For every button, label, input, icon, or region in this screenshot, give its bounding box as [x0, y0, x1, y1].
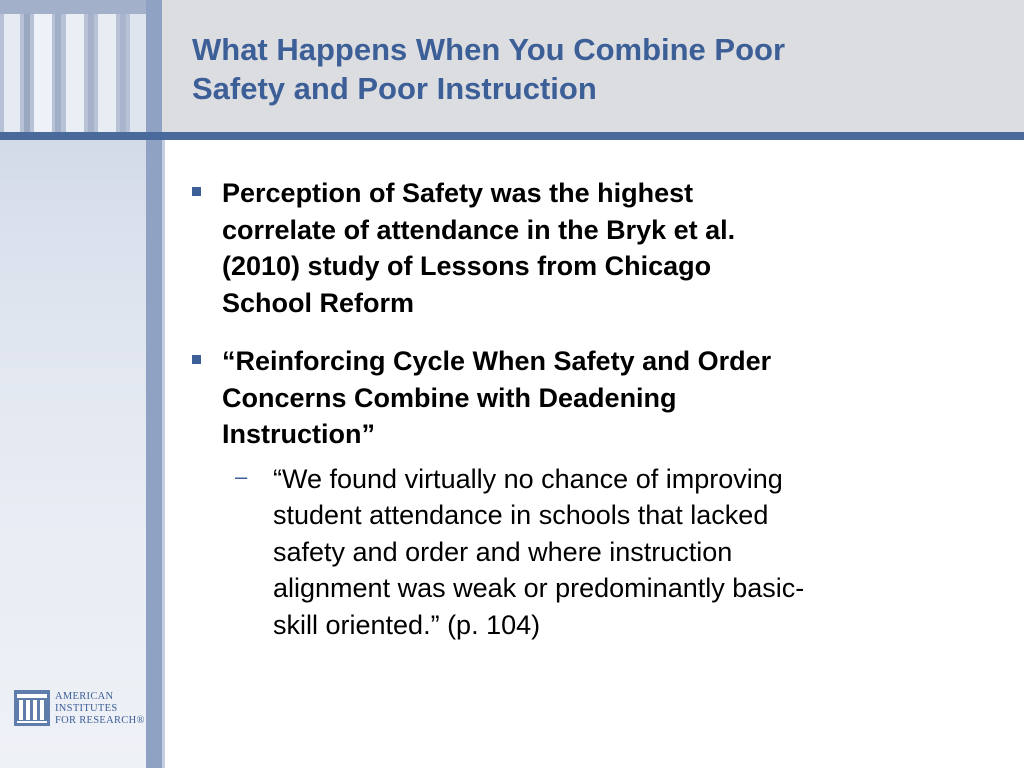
- bullet-text-line: (2010) study of Lessons from Chicago: [222, 251, 712, 281]
- left-decorative-panel: [0, 0, 146, 768]
- building-columns-icon: [14, 690, 50, 726]
- bullet-text-line: correlate of attendance in the Bryk et al.: [222, 214, 736, 245]
- sub-bullet-text-line: “We found virtually no chance of improving: [273, 463, 783, 494]
- sub-bullet-text-line: skill oriented.” (p. 104): [273, 609, 541, 640]
- columns-image: [0, 0, 146, 132]
- slide-title-line: What Happens When You Combine Poor: [192, 32, 786, 67]
- square-bullet-icon: [192, 355, 201, 364]
- slide-title-line: Safety and Poor Instruction: [192, 71, 597, 106]
- sub-bullet-text-line: alignment was weak or predominantly basic-: [273, 573, 805, 603]
- bullet-text-line: Instruction”: [222, 419, 375, 449]
- slide-body: [190, 175, 990, 643]
- bullet-item: [190, 175, 990, 321]
- bullet-text-line: “Reinforcing Cycle When Safety and Order: [222, 346, 772, 376]
- bullet-text-line: School Reform: [222, 287, 415, 318]
- left-accent-stripe: [162, 132, 165, 768]
- sub-bullet-text-line: safety and order and where instruction: [273, 536, 733, 567]
- left-accent-bar: [146, 0, 162, 768]
- logo-line: AMERICAN: [55, 691, 114, 702]
- sub-bullet-item: [190, 461, 990, 644]
- air-logo: [14, 690, 146, 730]
- logo-wordmark: [55, 691, 145, 727]
- bullet-text-line: Perception of Safety was the highest: [222, 178, 694, 208]
- bullet-text-line: Concerns Combine with Deadening: [222, 382, 677, 413]
- header-rule: [0, 132, 1024, 140]
- logo-line: INSTITUTES: [55, 703, 118, 714]
- bullet-item: [190, 343, 990, 453]
- square-bullet-icon: [192, 187, 201, 196]
- slide-title: [192, 30, 992, 108]
- logo-line: FOR RESEARCH®: [55, 715, 145, 726]
- sub-bullet-text-line: student attendance in schools that lacked: [273, 500, 769, 530]
- dash-bullet-icon: –: [235, 463, 248, 489]
